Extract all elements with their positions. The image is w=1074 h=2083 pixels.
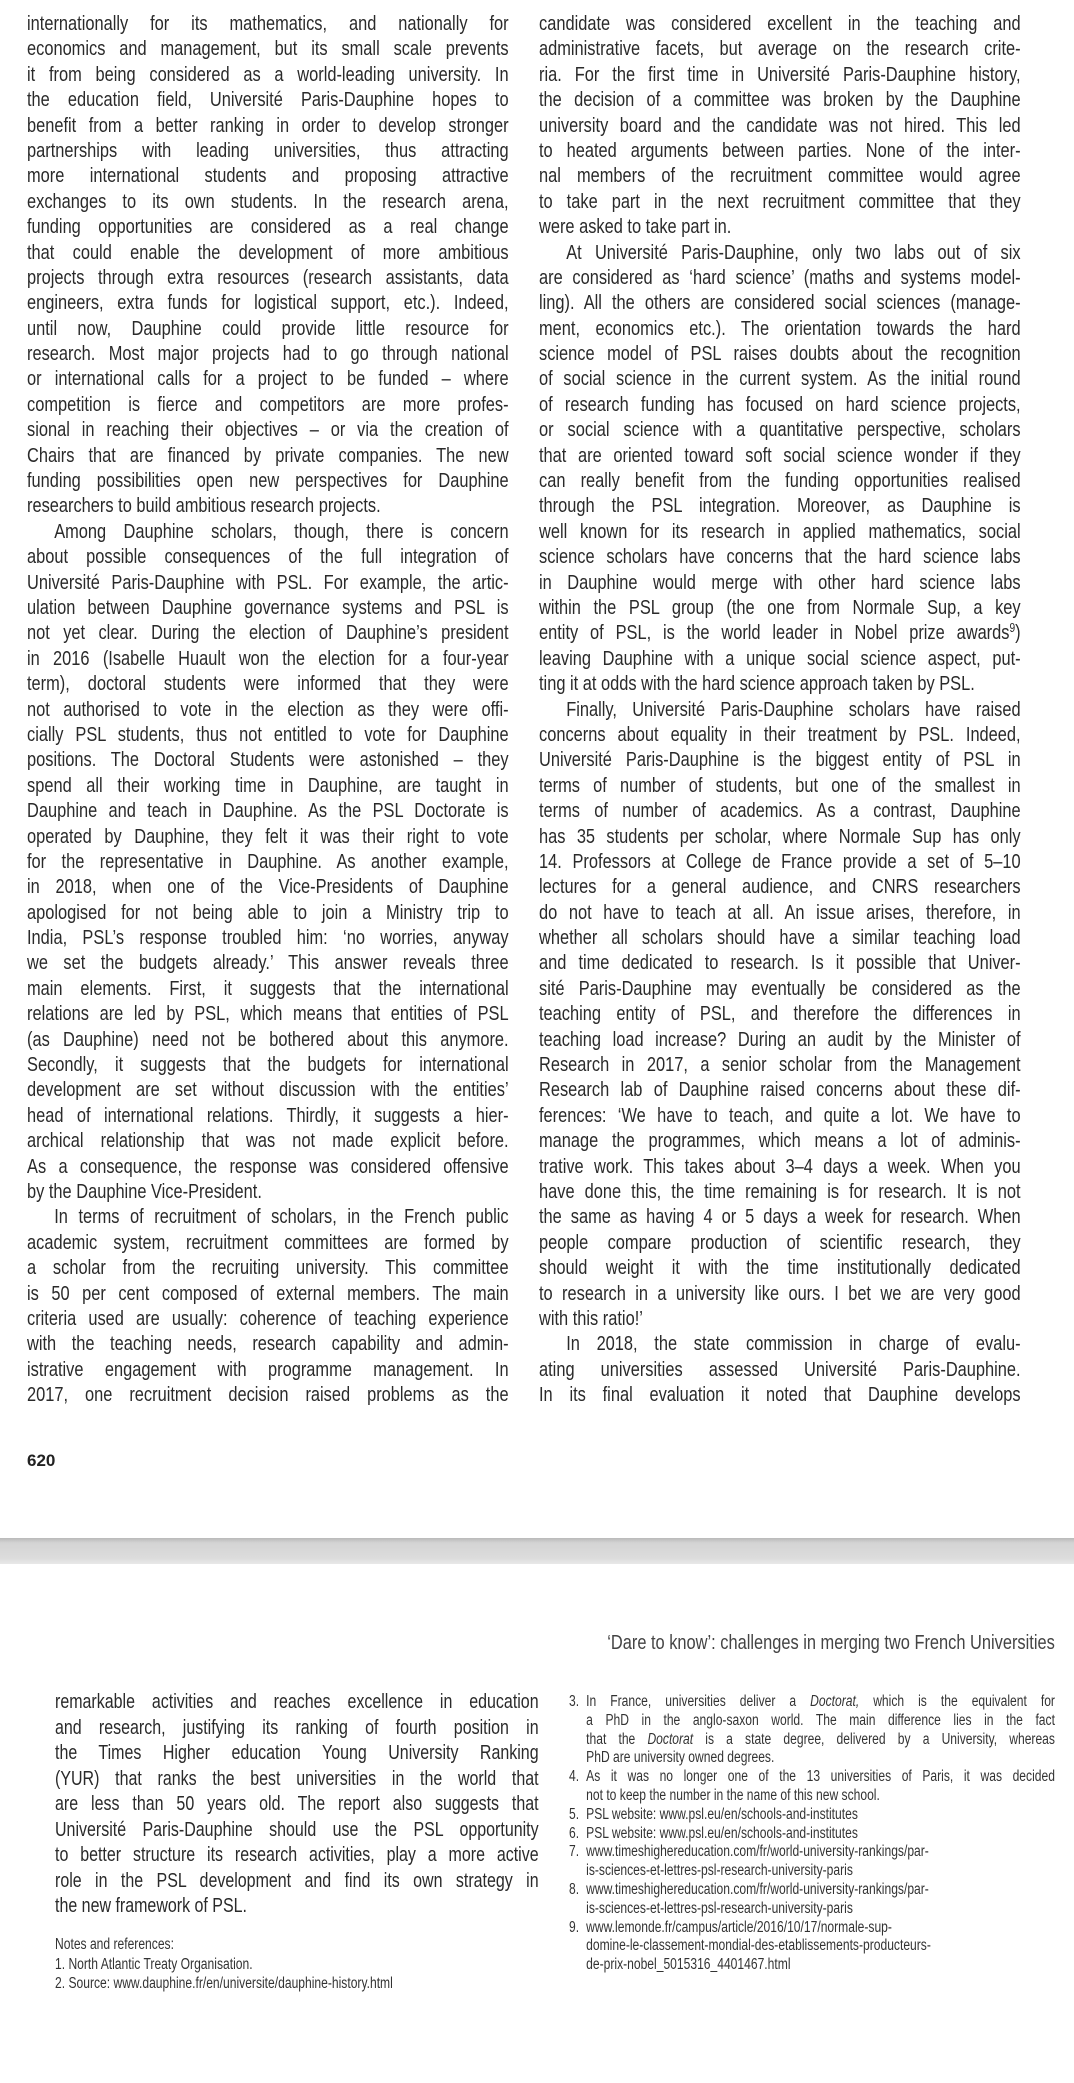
text-line: Research lab of Dauphine raised concerns about these dif-	[539, 1078, 1021, 1102]
text-line: with this ratio!’	[539, 1306, 643, 1330]
text-line: (as Dauphine) need not be bothered about this anymore.	[27, 1027, 509, 1051]
text-line: apologised for not being able to join a Ministry trip to	[27, 900, 509, 924]
paragraph	[27, 11, 509, 519]
text-line: science scholars have concerns that the hard science labs	[539, 545, 1021, 569]
note-number: 8.	[569, 1880, 580, 1898]
text-line: In its final evaluation it noted that Dauphine develops	[539, 1383, 1021, 1407]
text-line: development are set without discussion with the entities’	[27, 1078, 509, 1102]
text-segment: Doctorat	[647, 1730, 694, 1748]
text-line: of research funding has focused on hard science projects,	[539, 392, 1021, 416]
text-line: PSL website: www.psl.eu/en/schools-and-institutes	[586, 1805, 858, 1823]
text-line: and research, justifying its ranking of fourth position in	[55, 1715, 539, 1739]
text-segment: In France, universities deliver a	[586, 1693, 811, 1710]
text-segment: entity of PSL, is the world leader in Nobel prize awards	[539, 621, 1010, 645]
text-line: istrative engagement with programme management. In	[27, 1357, 509, 1381]
text-line: candidate was considered excellent in the teaching and	[539, 12, 1021, 35]
text-line: de-prix-nobel_5015316_4401467.html	[586, 1956, 791, 1974]
paragraph	[27, 1204, 509, 1407]
text-line: research. Most major projects had to go through national	[27, 342, 509, 366]
text-segment: which is the equivalent for	[859, 1693, 1055, 1710]
text-line: leaving Dauphine with a unique social science aspect, put-	[539, 646, 1021, 670]
text-line: At Université Paris-Dauphine, only two labs out of six	[566, 240, 1021, 264]
text-line: the Times Higher education Young University Ranking	[55, 1741, 539, 1764]
text-line: role in the PSL development and find its own strategy in	[55, 1868, 539, 1892]
text-line: benefit from a better ranking in order to develop stronger	[27, 113, 509, 137]
text-line: archical relationship that was not made explicit before.	[27, 1129, 509, 1153]
text-line: and time dedicated to research. Is it possible that Univer-	[539, 951, 1021, 975]
text-line: a PhD in the anglo-saxon world. The main difference lies in the fact	[586, 1711, 1055, 1729]
note-number: 7.	[569, 1843, 580, 1861]
text-line: in Dauphine would merge with other hard science labs	[539, 570, 1021, 594]
running-head: ‘Dare to know’: challenges in merging two French Universities	[607, 1632, 1055, 1654]
text-line: As a consequence, the response was considered offensive	[27, 1154, 509, 1178]
text-line: can really benefit from the funding opportunities realised	[539, 469, 1021, 493]
text-line: the education field, Université Paris-Dauphine hopes to	[27, 88, 509, 112]
notes-right	[569, 1693, 1055, 1975]
note-number: 9.	[569, 1918, 580, 1936]
paragraph	[539, 11, 1021, 240]
note-number: 6.	[569, 1824, 580, 1842]
text-line: it from being considered as a world-leading university. In	[27, 62, 509, 86]
text-line: were asked to take part in.	[539, 215, 732, 239]
text-line: ferences: ‘We have to teach, and quite a lot. We have to	[539, 1103, 1021, 1127]
text-line: university board and the candidate was not hired. This led	[539, 113, 1021, 137]
text-line: academic system, recruitment committees are formed by	[27, 1230, 509, 1254]
text-line: with the teaching needs, research capability and admin-	[27, 1332, 509, 1356]
page-621-body-column	[55, 1689, 539, 1919]
text-line: the new framework of PSL.	[55, 1894, 247, 1917]
note-item	[569, 1806, 1055, 1825]
text-line: in 2016 (Isabelle Huault won the election for a four-year	[27, 646, 509, 670]
text-line: to research in a university like ours. I bet we are very good	[539, 1281, 1021, 1305]
text-line: the same as having 4 or 5 days a week for research. When	[539, 1205, 1021, 1229]
notes-left	[55, 1935, 525, 1994]
text-line: ting it at odds with the hard science approach taken by PSL.	[539, 672, 975, 696]
note-item	[569, 1881, 1055, 1919]
text-line: www.timeshighereducation.com/fr/world-university-rankings/par-	[586, 1880, 929, 1898]
text-line: administrative facets, but average on the research crite-	[539, 37, 1021, 61]
note-number: 3.	[569, 1693, 580, 1710]
text-line: a scholar from the recruiting university. This committee	[27, 1256, 509, 1280]
text-line: through the PSL integration. Moreover, as Dauphine is	[539, 494, 1021, 518]
page-number: 620	[27, 1451, 56, 1470]
text-line: ria. For the first time in Université Paris-Dauphine history,	[539, 62, 1021, 86]
text-line: or social science with a quantitative perspective, scholars	[539, 418, 1021, 442]
text-line: www.timeshighereducation.com/fr/world-university-rankings/par-	[586, 1843, 929, 1861]
text-line: by the Dauphine Vice-President.	[27, 1179, 262, 1203]
paragraph	[539, 697, 1021, 1332]
text-line: people compare production of scientific research, they	[539, 1230, 1021, 1254]
text-line: science model of PSL raises doubts about the recognition	[539, 342, 1021, 366]
text-line: Chairs that are financed by private companies. The new	[27, 443, 509, 467]
text-line: sité Paris-Dauphine may eventually be considered as the	[539, 976, 1021, 1000]
text-line: teaching entity of PSL, and therefore the differences in	[539, 1002, 1021, 1026]
text-line: terms of number of academics. As a contrast, Dauphine	[539, 799, 1021, 823]
text-line: have done this, the time remaining is for research. It is not	[539, 1179, 1021, 1203]
text-line: In 2018, the state commission in charge of evalu-	[566, 1332, 1021, 1356]
text-line: Finally, Université Paris-Dauphine scholars have raised	[566, 697, 1021, 721]
text-line: well known for its research in applied mathematics, social	[539, 519, 1021, 543]
text-line: we set the budgets already.’ This answer reveals three	[27, 951, 509, 975]
text-line: the decision of a committee was broken by the Dauphine	[539, 88, 1021, 112]
text-line: is-sciences-et-lettres-psl-research-university-paris	[586, 1862, 853, 1880]
text-line: is-sciences-et-lettres-psl-research-university-paris	[586, 1899, 853, 1917]
text-line: spend all their working time in Dauphine, are taught in	[27, 773, 509, 797]
text-line: until now, Dauphine could provide little resource for	[27, 316, 509, 340]
text-line: Université Paris-Dauphine with PSL. For example, the artic-	[27, 570, 509, 594]
text-line: whether all scholars should have a similar teaching load	[539, 926, 1021, 950]
text-line: competition is fierce and competitors are more profes-	[27, 392, 509, 416]
page-separator	[0, 1538, 1074, 1564]
text-line: As it was no longer one of the 13 universities of Paris, it was decided	[586, 1768, 1055, 1786]
text-line	[539, 620, 1021, 645]
note-item	[569, 1693, 1055, 1768]
text-line	[586, 1693, 1055, 1712]
text-line: not authorised to vote in the election as they were offi-	[27, 697, 509, 721]
text-line: 2017, one recruitment decision raised problems as the	[27, 1383, 509, 1407]
text-line: relations are led by PSL, which means that entities of PSL	[27, 1002, 509, 1026]
text-line: internationally for its mathematics, and nationally for	[27, 12, 509, 35]
text-line: trative work. This takes about 3–4 days a week. When you	[539, 1154, 1021, 1178]
text-line: not yet clear. During the election of Dauphine’s president	[27, 621, 509, 645]
text-line: economics and management, but its small scale prevents	[27, 37, 509, 61]
text-line: Secondly, it suggests that the budgets for international	[27, 1053, 509, 1077]
text-line: manage the programmes, which means a lot of adminis-	[539, 1129, 1021, 1153]
page-620-left-column	[27, 11, 509, 1407]
text-line: projects through extra resources (research assistants, data	[27, 265, 509, 289]
text-line: criteria used are usually: coherence of teaching experience	[27, 1306, 509, 1330]
text-line: teaching load increase? During an audit by the Minister of	[539, 1027, 1021, 1051]
text-line: ling). All the others are considered social sciences (manage-	[539, 291, 1021, 315]
note-item	[569, 1919, 1055, 1975]
text-line: nal members of the recruitment committee would agree	[539, 164, 1021, 188]
text-line: researchers to build ambitious research projects.	[27, 494, 381, 518]
text-line: or international calls for a project to be funded – where	[27, 367, 509, 391]
text-line: are less than 50 years old. The report also suggests that	[55, 1792, 539, 1815]
text-line: lectures for a general audience, and CNRS researchers	[539, 875, 1021, 899]
text-line: cially PSL students, thus not entitled to vote for Dauphine	[27, 722, 509, 746]
note-item	[569, 1768, 1055, 1806]
text-line: Dauphine and teach in Dauphine. As the PSL Doctorate is	[27, 799, 509, 823]
text-line: to take part in the next recruitment committee that they	[539, 189, 1021, 213]
text-line: Université Paris-Dauphine should use the PSL opportunity	[55, 1817, 539, 1841]
text-line: sional in reaching their objectives – or via the creation of	[27, 418, 509, 442]
text-line: about possible consequences of the full integration of	[27, 545, 509, 569]
text-line: www.lemonde.fr/campus/article/2016/10/17/normale-sup-	[586, 1918, 892, 1936]
text-line: within the PSL group (the one from Normale Sup, a key	[539, 595, 1021, 619]
text-line: funding possibilities open new perspectives for Dauphine	[27, 469, 509, 493]
footnote-reference: 9	[1009, 620, 1016, 636]
page-620-right-column	[539, 11, 1021, 1407]
text-line: operated by Dauphine, they felt it was their right to vote	[27, 824, 509, 848]
text-line: not to keep the number in the name of this new school.	[586, 1786, 880, 1804]
text-line: ulation between Dauphine governance systems and PSL is	[27, 595, 509, 619]
text-line: positions. The Doctoral Students were astonished – they	[27, 748, 509, 772]
text-line: of social science in the current system. As the initial round	[539, 367, 1021, 391]
text-line: domine-le-classement-mondial-des-etablissements-producteurs-	[586, 1937, 931, 1955]
note-item	[569, 1843, 1055, 1881]
text-line: funding opportunities are considered as a real change	[27, 215, 509, 239]
text-line: more international students and proposing attractive	[27, 164, 509, 188]
paragraph	[539, 1331, 1021, 1407]
paragraph	[539, 240, 1021, 697]
text-line: PhD are university owned degrees.	[586, 1749, 775, 1767]
text-line: has 35 students per scholar, where Normale Sup has only	[539, 824, 1021, 848]
text-line: concerns about equality in their treatment by PSL. Indeed,	[539, 722, 1021, 746]
note-item: 1. North Atlantic Treaty Organisation.	[55, 1955, 253, 1973]
note-number: 4.	[569, 1768, 580, 1786]
text-line: term), doctoral students were informed that they were	[27, 672, 509, 696]
text-line: is 50 per cent composed of external members. The main	[27, 1281, 509, 1305]
text-line: (YUR) that ranks the best universities in the world that	[55, 1766, 539, 1790]
text-line: engineers, extra funds for logistical support, etc.). Indeed,	[27, 291, 509, 315]
text-line: ment, economics etc.). The orientation towards the hard	[539, 316, 1021, 340]
text-line: partnerships with leading universities, thus attracting	[27, 138, 509, 162]
text-line: remarkable activities and reaches excellence in education	[55, 1690, 539, 1713]
text-line: terms of number of students, but one of the smallest in	[539, 773, 1021, 797]
text-line: Research in 2017, a senior scholar from the Management	[539, 1053, 1021, 1077]
text-segment: )	[1015, 621, 1021, 645]
text-line	[586, 1731, 1055, 1750]
note-number: 5.	[569, 1805, 580, 1823]
notes-heading: Notes and references:	[55, 1936, 174, 1953]
text-line: in 2018, when one of the Vice-Presidents of Dauphine	[27, 875, 509, 899]
paragraph	[55, 1689, 539, 1919]
text-line: ating universities assessed Université Paris-Dauphine.	[539, 1357, 1021, 1381]
paragraph	[27, 519, 509, 1205]
text-line: Among Dauphine scholars, though, there is concern	[54, 519, 509, 543]
text-line: Université Paris-Dauphine is the biggest entity of PSL in	[539, 748, 1021, 772]
text-line: head of international relations. Thirdly, it suggests a hier-	[27, 1103, 509, 1127]
text-line: In terms of recruitment of scholars, in the French public	[54, 1205, 509, 1229]
text-line: exchanges to its own students. In the research arena,	[27, 189, 509, 213]
note-item: 2. Source: www.dauphine.fr/en/universite/dauphine-history.html	[55, 1975, 393, 1992]
text-line: that are oriented toward soft social science wonder if they	[539, 443, 1021, 467]
text-line: that could enable the development of more ambitious	[27, 240, 509, 264]
text-line: are considered as ‘hard science’ (maths and systems model-	[539, 265, 1021, 289]
text-segment: that the	[586, 1730, 648, 1748]
text-line: PSL website: www.psl.eu/en/schools-and-institutes	[586, 1824, 858, 1842]
text-line: to better structure its research activities, play a more active	[55, 1843, 539, 1866]
text-line: 14. Professors at College de France provide a set of 5–10	[539, 849, 1021, 873]
text-segment: is a state degree, delivered by a University, whereas	[693, 1730, 1055, 1748]
text-line: should weight it with the time institutionally dedicated	[539, 1256, 1021, 1280]
text-line: for the representative in Dauphine. As another example,	[27, 849, 509, 873]
text-segment: Doctorat,	[810, 1693, 860, 1710]
text-line: do not have to teach at all. An issue arises, therefore, in	[539, 900, 1021, 924]
text-line: India, PSL’s response troubled him: ‘no worries, anyway	[27, 926, 509, 950]
text-line: main elements. First, it suggests that the international	[27, 976, 509, 1000]
text-line: to heated arguments between parties. None of the inter-	[539, 138, 1021, 162]
note-item	[569, 1825, 1055, 1844]
